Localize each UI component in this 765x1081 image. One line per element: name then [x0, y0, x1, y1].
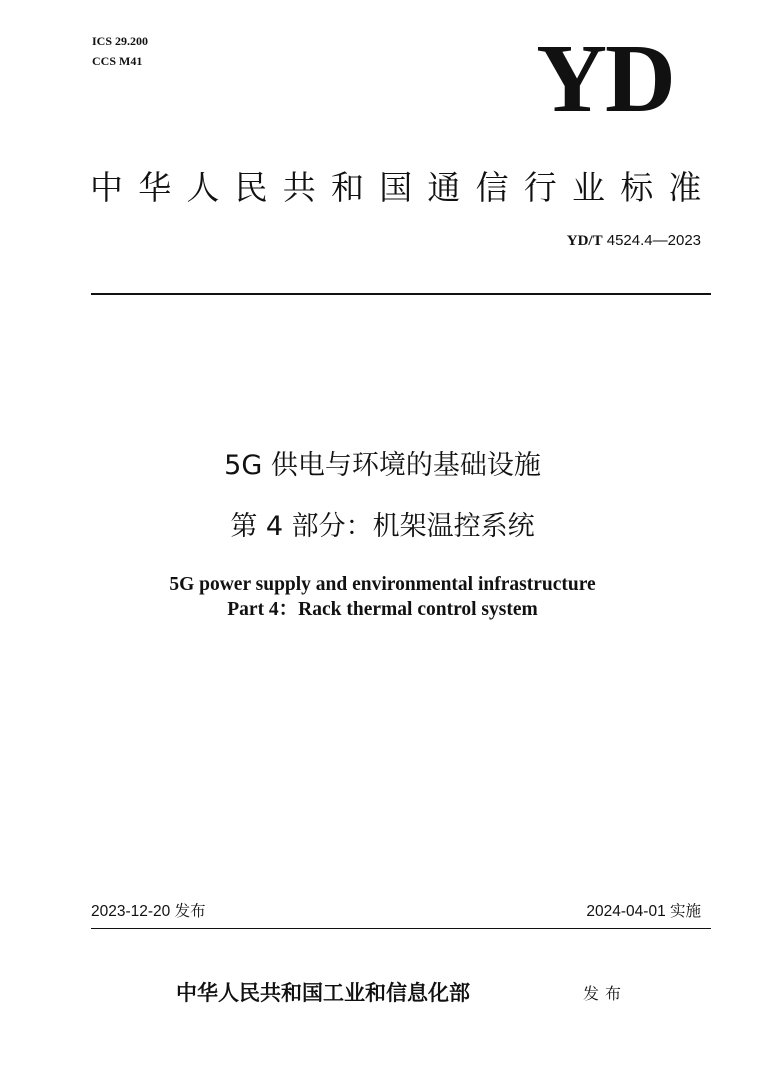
- top-divider: [91, 293, 711, 295]
- title-cn-line1: 5G 供电与环境的基础设施: [224, 450, 541, 481]
- title-en-line1: 5G power supply and environmental infrastructure: [169, 574, 596, 595]
- standard-number: [567, 232, 701, 250]
- title-en-line2: Part 4：Rack thermal control system: [227, 599, 538, 620]
- implementation-date: 2024-04-01 实施: [586, 903, 701, 920]
- ics-code: ICS 29.200: [92, 34, 149, 48]
- standard-code: YD/T: [566, 233, 603, 249]
- standard-category-title: 中华人民共和国通信行业标准: [90, 168, 717, 207]
- issue-date: 2023-12-20 发布: [91, 903, 206, 920]
- ccs-code: CCS M41: [92, 54, 143, 68]
- publisher-name: 中华人民共和国工业和信息化部: [176, 980, 470, 1005]
- yd-logo: YD: [536, 25, 674, 133]
- standard-number-value: 4524.4—2023: [606, 232, 701, 249]
- publish-label: 发布: [583, 984, 628, 1003]
- title-cn-line2: 第 4 部分：机架温控系统: [230, 511, 535, 542]
- bottom-divider: [91, 928, 711, 929]
